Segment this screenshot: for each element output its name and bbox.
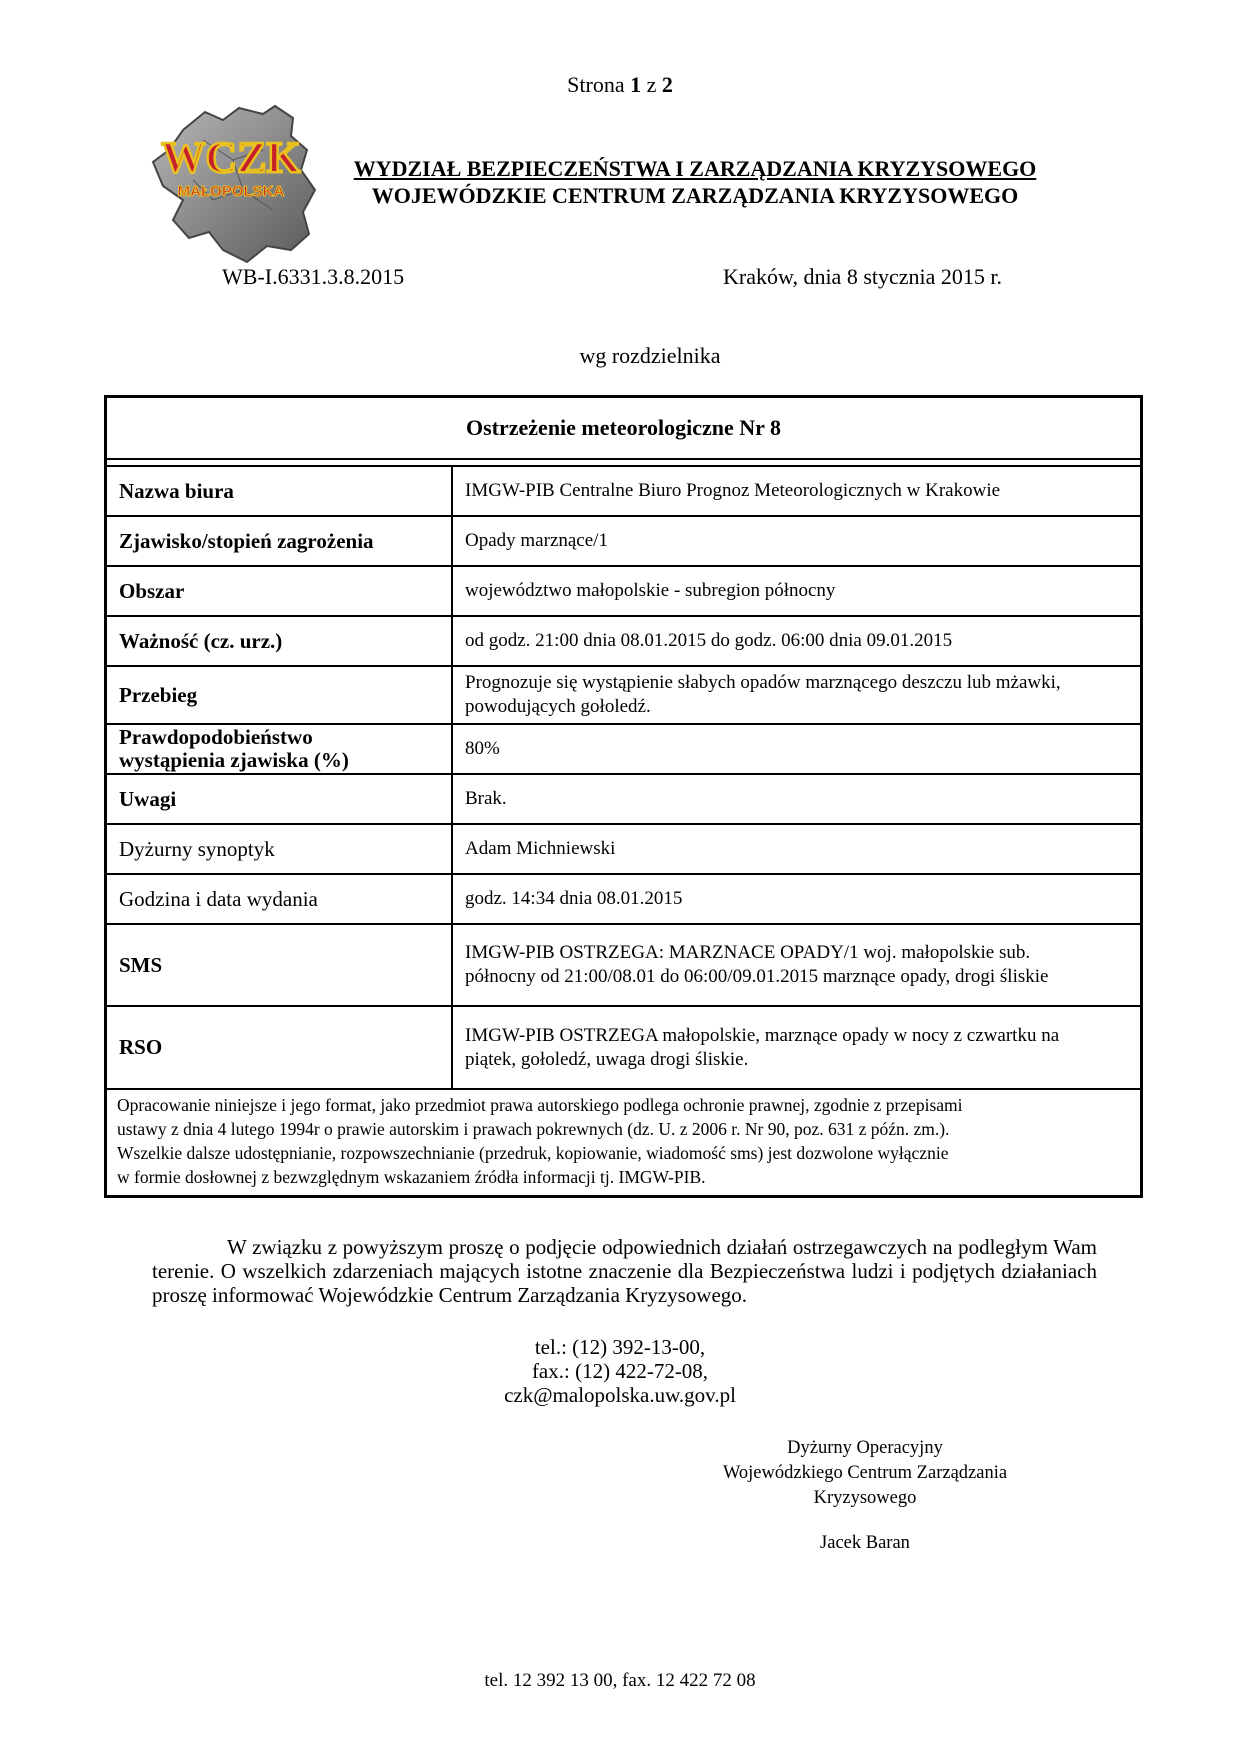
paragraph-text: W związku z powyższym proszę o podjęcie odpowiednich działań ostrzegawczych na podległym Wam terenie. O wszelkich zdarzeniach mających istotne znaczenie dla Bezpieczeństwa ludzi i podjętych działaniach proszę informować Wojewódzkie Centrum Zarządzania Kryzysowego.: [152, 1235, 1097, 1307]
copyright-line: w formie dosłownej z bezwzględnym wskazaniem źródła informacji tj. IMGW-PIB.: [117, 1167, 706, 1187]
table-row-remarks: [107, 775, 1140, 825]
row-label: Przebieg: [107, 667, 453, 723]
row-value: Brak.: [465, 788, 507, 809]
logo-subtitle: MAŁOPOLSKA: [177, 183, 285, 200]
row-value: [453, 925, 1140, 1005]
table-row-phenomenon: [107, 517, 1140, 567]
center-name: WOJEWÓDZKIE CENTRUM ZARZĄDZANIA KRYZYSOWEGO: [371, 183, 1019, 208]
row-value: Opady marznące/1: [465, 530, 608, 551]
table-row-area: [107, 567, 1140, 617]
page-footer: tel. 12 392 13 00, fax. 12 422 72 08: [484, 1670, 756, 1691]
row-value-line: powodujących gołoledź.: [465, 696, 651, 717]
row-value-line: Prognozuje się wystąpienie słabych opadów marznącego deszczu lub mżawki,: [465, 672, 1061, 693]
row-value: 80%: [465, 738, 500, 759]
signature-institution: Wojewódzkiego Centrum Zarządzania: [722, 1463, 1008, 1483]
row-value-line: IMGW-PIB OSTRZEGA: MARZNACE OPADY/1 woj. małopolskie sub.: [465, 942, 1031, 963]
page-separator: z: [646, 72, 657, 97]
table-row-forecaster: [107, 825, 1140, 875]
warning-title: Ostrzeżenie meteorologiczne Nr 8: [107, 398, 1140, 460]
copyright-line: ustawy z dnia 4 lutego 1994r o prawie autorskim i prawach pokrewnych (dz. U. z 2006 r. Nr 90, poz. 631 z późn. zm.).: [117, 1119, 950, 1139]
row-label-line: Prawdopodobieństwo: [119, 725, 313, 749]
department-heading: [300, 155, 1090, 209]
distribution-note: wg rozdzielnika: [579, 343, 721, 368]
signature-institution-cont: Kryzysowego: [813, 1488, 917, 1508]
body-paragraph: [152, 1235, 1097, 1307]
row-label-line: wystąpienia zjawiska (%): [119, 748, 349, 772]
row-label: SMS: [107, 925, 453, 1005]
row-label: RSO: [107, 1007, 453, 1088]
page-current: 1: [630, 72, 642, 97]
row-value-line: piątek, gołoledź, uwaga drogi śliskie.: [465, 1048, 749, 1070]
logo-title: WCZK: [161, 133, 301, 182]
row-label: Nazwa biura: [107, 467, 453, 515]
document-reference: WB-I.6331.3.8.2015: [222, 264, 405, 289]
row-value-line: północny od 21:00/08.01 do 06:00/09.01.2015 marznące opady, drogi śliskie: [465, 966, 1049, 987]
page-number: [0, 72, 1240, 98]
row-value: godz. 14:34 dnia 08.01.2015: [465, 888, 683, 909]
table-row-issued: [107, 875, 1140, 925]
table-spacer: [107, 460, 1140, 467]
row-label: [107, 725, 453, 773]
row-value: [453, 667, 1140, 723]
row-value-line: IMGW-PIB OSTRZEGA małopolskie, marznące opady w nocy z czwartku na: [465, 1024, 1060, 1046]
row-value: Adam Michniewski: [465, 838, 616, 859]
warning-table: [104, 395, 1143, 1198]
row-value: IMGW-PIB Centralne Biuro Prognoz Meteorologicznych w Krakowie: [465, 480, 1001, 501]
copyright-line: Opracowanie niniejsze i jego format, jako przedmiot prawa autorskiego podlega ochronie prawnej, zgodnie z przepisami: [117, 1095, 963, 1115]
row-value: [453, 1007, 1140, 1088]
department-name: WYDZIAŁ BEZPIECZEŃSTWA I ZARZĄDZANIA KRYZYSOWEGO: [353, 156, 1037, 181]
page-total: 2: [661, 72, 673, 97]
document-date: Kraków, dnia 8 stycznia 2015 r.: [723, 264, 1003, 289]
copyright-notice: [107, 1090, 1140, 1195]
copyright-line: Wszelkie dalsze udostępnianie, rozpowszechnianie (przedruk, kopiowanie, wiadomość sms) jest dozwolone wyłącznie: [117, 1143, 949, 1163]
table-row-office: [107, 467, 1140, 517]
table-row-course: [107, 667, 1140, 725]
row-value: województwo małopolskie - subregion północny: [465, 580, 836, 601]
table-row-probability: [107, 725, 1140, 775]
row-label: Godzina i data wydania: [107, 875, 453, 923]
contact-fax: fax.: (12) 422-72-08,: [531, 1359, 709, 1383]
contact-email: czk@malopolska.uw.gov.pl: [504, 1383, 736, 1407]
row-label: Ważność (cz. urz.): [107, 617, 453, 665]
row-value: od godz. 21:00 dnia 08.01.2015 do godz. 06:00 dnia 09.01.2015: [465, 630, 953, 651]
page-prefix: Strona: [567, 72, 625, 97]
contact-block: [0, 1335, 1240, 1407]
table-row-validity: [107, 617, 1140, 667]
row-label: Zjawisko/stopień zagrożenia: [107, 517, 453, 565]
table-row-sms: [107, 925, 1140, 1007]
contact-phone: tel.: (12) 392-13-00,: [534, 1335, 706, 1359]
table-row-rso: [107, 1007, 1140, 1090]
row-label: Dyżurny synoptyk: [107, 825, 453, 873]
row-label: Obszar: [107, 567, 453, 615]
signer-name: Jacek Baran: [820, 1533, 910, 1553]
row-label: Uwagi: [107, 775, 453, 823]
signature-role: Dyżurny Operacyjny: [787, 1438, 943, 1458]
signature-block: [700, 1436, 1030, 1511]
